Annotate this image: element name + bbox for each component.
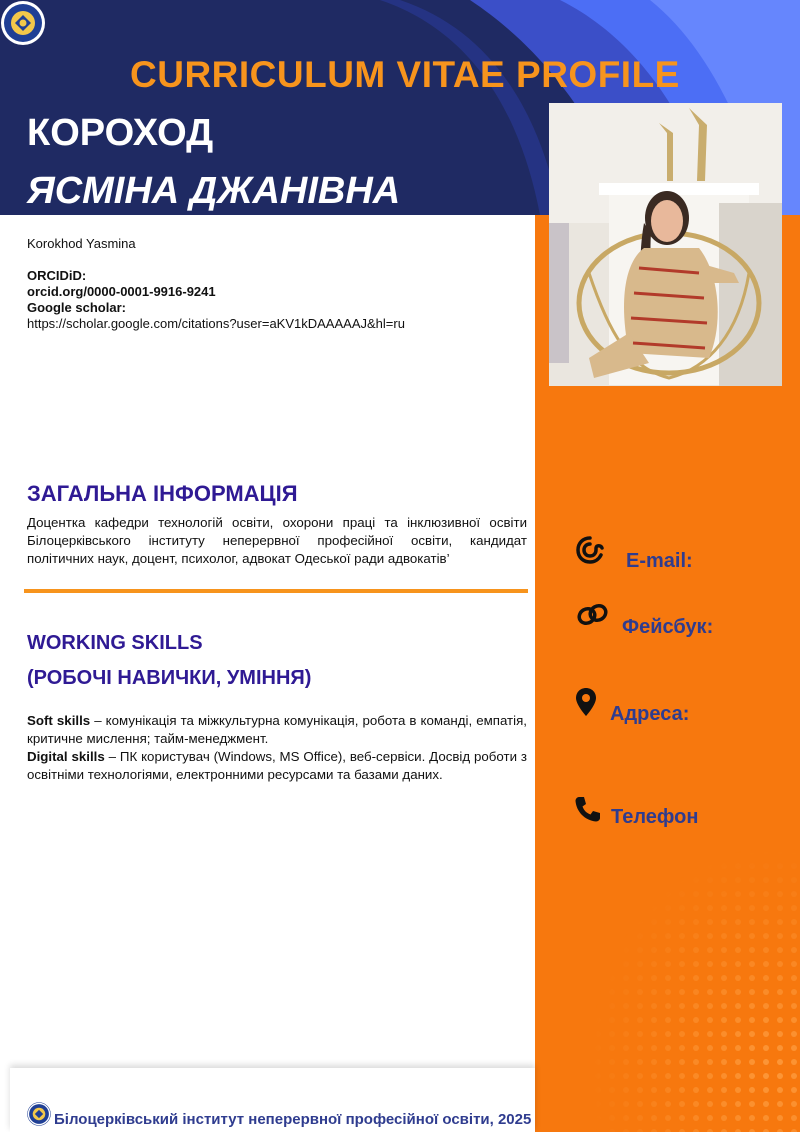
profile-photo: [549, 103, 782, 386]
footer-logo-icon: [27, 1102, 51, 1126]
email-label: E-mail:: [626, 550, 693, 572]
general-info-text: Доцентка кафедри технологій освіти, охорони праці та інклюзивної освіти Білоцерківського інституту неперервної професійної освіти, кандидат політичних наук, доцент, психолог, адвокат Одеської ради адвокатів’: [27, 515, 527, 566]
skills-heading-line2: (РОБОЧІ НАВИЧКИ, УМІННЯ): [27, 667, 312, 689]
skills-heading-line1: WORKING SKILLS: [27, 632, 203, 654]
at-icon: [575, 535, 605, 565]
digital-skills-text: – ПК користувач (Windows, MS Office), веб-сервіси. Досвід роботи з освітніми технологіями, електронними ресурсами та базами даних.: [27, 749, 527, 782]
footer-text: Білоцерківський інститут неперервної професійної освіти, 2025: [54, 1111, 532, 1128]
address-label: Адреса:: [610, 703, 690, 725]
phone-icon: [574, 795, 602, 823]
soft-skills-text: – комунікація та міжкультурна комунікація, робота в команді, емпатія, критичне мислення; тайм-менеджмент.: [27, 713, 527, 746]
given-names: ЯСМІНА ДЖАНІВНА: [27, 170, 401, 212]
soft-skills-label: Soft skills: [27, 713, 91, 728]
latin-name: Korokhod Yasmina: [27, 236, 136, 251]
digital-skills-label: Digital skills: [27, 749, 105, 764]
link-icon: [576, 603, 610, 627]
skills-text: [27, 712, 527, 784]
phone-label: Телефон: [611, 806, 699, 828]
scholar-link[interactable]: https://scholar.google.com/citations?user=aKV1kDAAAAAJ&hl=ru: [27, 316, 405, 331]
location-pin-icon: [575, 687, 597, 717]
section-divider: [24, 589, 528, 593]
surname: КОРОХОД: [27, 112, 214, 154]
orcid-label: ORCIDiD:: [27, 268, 87, 283]
orcid-link[interactable]: orcid.org/0000-0001-9916-9241: [27, 284, 216, 299]
identity-block: [27, 236, 405, 332]
cv-title: CURRICULUM VITAE PROFILE: [130, 54, 680, 95]
institute-logo-icon: [0, 0, 46, 46]
scholar-label: Google scholar:: [27, 300, 126, 315]
facebook-label: Фейсбук:: [622, 616, 714, 638]
general-info-heading: ЗАГАЛЬНА ІНФОРМАЦІЯ: [27, 481, 298, 506]
